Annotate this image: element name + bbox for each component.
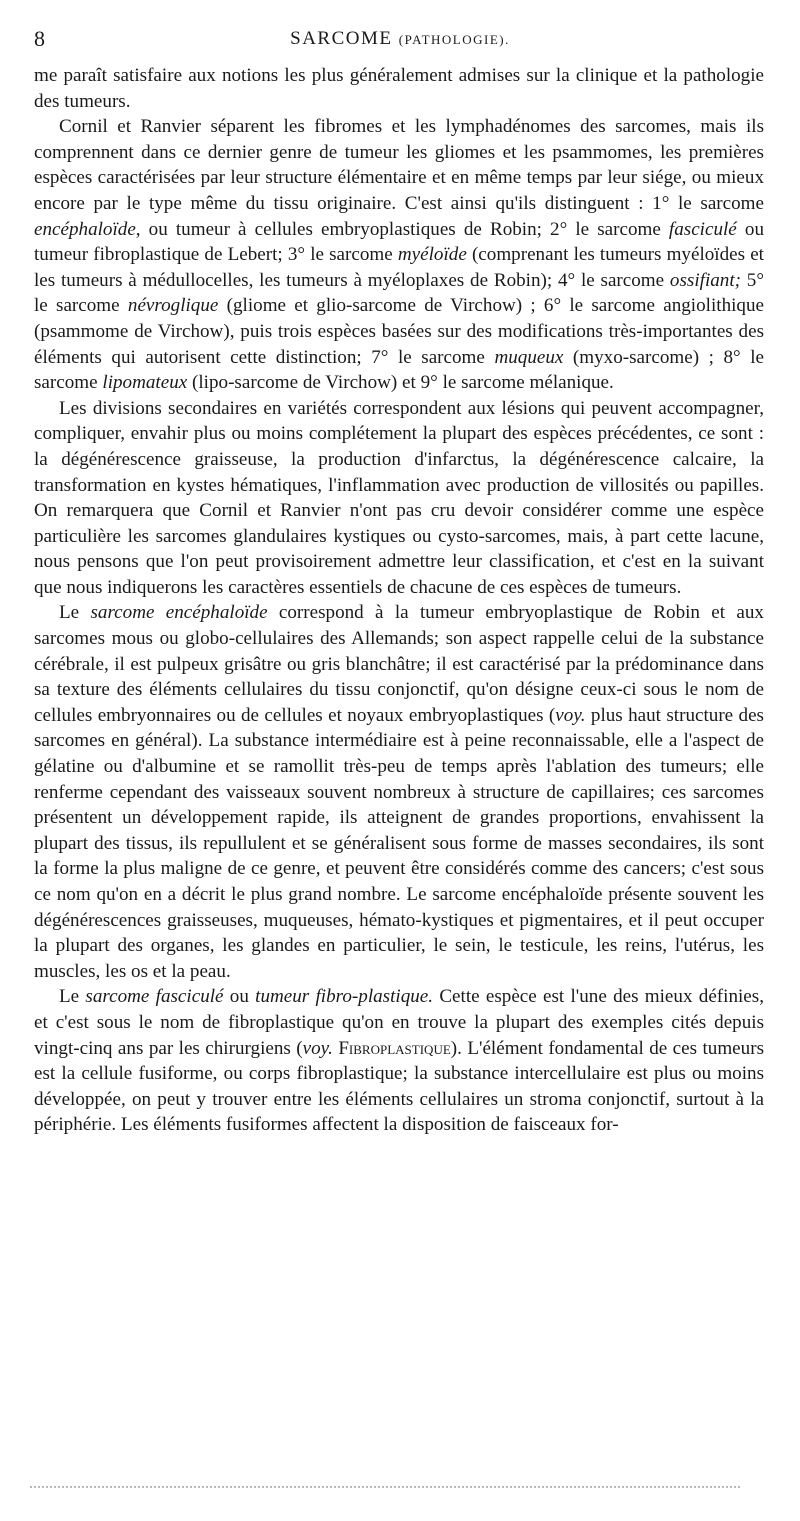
term-lipomateux: lipomateux: [102, 372, 188, 394]
body-text: [34, 63, 764, 1138]
text-run: ). L'élément fondamental de ces tumeurs est la cellule fusiforme, ou corps fibroplastique; la substance intercellulaire est plus ou moins développée, on peut y trouver entre les éléments cellulaires un stroma conjonctif, surtout à la périphérie. Les éléments fusiformes affectent la disposition de faisceaux for-: [34, 1037, 764, 1136]
text-run: , ou tumeur à cellules embryoplastiques de Robin; 2° le sarcome: [135, 218, 669, 240]
page-number: 8: [34, 26, 45, 51]
term-sarcome-encephaloide: sarcome encéphaloïde: [90, 602, 268, 624]
term-tumeur-fibro-plastique: tumeur fibro-plastique.: [255, 986, 434, 1008]
text-run: (gliome et glio-sarcome de Virchow) ; 6° le sarcome angiolithique (psammome de Virchow), puis trois espèces basées sur des modifications très-importantes des éléments qui autorisent cette distinction; 7° le sarcome: [34, 295, 764, 368]
text-run: Cornil et Ranvier séparent les fibromes et les lymphadénomes des sarcomes, mais ils comprennent dans ce dernier genre de tumeur les gliomes et les psammomes, les premières espèces caractérisées par leur structure élémentaire et en même temps par leur siége, ou mieux encore par le type même du tissu originaire. C'est ainsi qu'ils distinguent : 1° le sarcome: [34, 116, 764, 214]
term-voy: voy.: [302, 1037, 333, 1059]
text-run: ou: [223, 986, 256, 1008]
text-run: (lipo-sarcome de Virchow) et 9° le sarcome mélanique.: [187, 372, 614, 394]
term-nevroglique: névroglique: [127, 295, 219, 317]
scan-artifact-dots: [30, 1486, 740, 1492]
text-run: plus haut structure des sarcomes en général). La substance intermédiaire est à peine reconnaissable, elle a l'aspect de gélatine ou d'albumine et se ramollit très-peu de temps après l'ablation des tumeurs; elle renferme cependant des vaisseaux souvent nombreux à structure de capillaires; ces sarcomes présentent un développement rapide, ils atteignent de grandes proportions, envahissent la plupart des tissus, ils repullulent et se généralisent sous forme de masses secondaires, ils sont la forme la plus maligne de ce genre, et peuvent être considérés comme des cancers; c'est sous ce nom qu'on en a décrit le plus grand nombre. Le sarcome encéphaloïde présente souvent les dégénérescences graisseuses, muqueuses, hémato-kystiques et pigmentaires, et il peut occuper la plupart des organes, les glandes en particulier, le sein, le testicule, les reins, l'utérus, les muscles, les os et la peau.: [34, 704, 764, 982]
paragraph-sarcome-fascicule: [34, 984, 764, 1138]
running-title-subtitle: (PATHOLOGIE).: [398, 32, 510, 47]
text-run: (myxo-sarcome) ; 8° le sarcome: [34, 346, 764, 394]
term-voy: voy.: [555, 704, 586, 726]
term-sarcome-fascicule: sarcome fasciculé: [85, 986, 224, 1008]
term-encephaloide: encéphaloïde: [34, 218, 136, 240]
paragraph-classification: [34, 114, 764, 396]
term-muqueux: muqueux: [494, 346, 564, 368]
text-run: Le: [59, 986, 86, 1008]
text-run: 5° le sarcome: [34, 269, 764, 317]
page-header: [34, 26, 766, 58]
term-fascicule: fasciculé: [668, 218, 737, 240]
running-title: [34, 28, 766, 50]
term-ossifiant: ossifiant;: [669, 269, 742, 291]
paragraph-divisions: Les divisions secondaires en variétés correspondent aux lésions qui peuvent accompagner, compliquer, envahir plus ou moins complétement la plupart des espèces précédentes, ce sont : la dégénérescence graisseuse, la production d'infarctus, la dégénérescence calcaire, la transformation en kystes hématiques, l'inflammation avec production de villosités ou papilles. On remarquera que Cornil et Ranvier n'ont pas cru devoir considérer comme une espèce particulière les sarcomes glandulaires kystiques ou cysto-sarcomes, mais, à part cette lacune, nous pensons que l'on peut provisoirement admettre leur classification, et c'est en la suivant que nous indiquerons les caractères essentiels de chacune de ces espèces de tumeurs.: [34, 397, 764, 598]
paragraph-continuation: me paraît satisfaire aux notions les plus généralement admises sur la clinique et la pathologie des tumeurs.: [34, 65, 764, 112]
running-title-main: SARCOME: [290, 28, 393, 49]
text-run: Le: [59, 602, 91, 624]
paragraph-sarcome-encephaloide: [34, 600, 764, 984]
text-run: ou tumeur fibroplastique de Lebert; 3° le sarcome: [34, 218, 764, 266]
term-myeloide: myéloïde: [397, 244, 467, 266]
text-run: correspond à la tumeur embryoplastique de Robin et aux sarcomes mous ou globo-cellulaires des Allemands; son aspect rappelle celui de la substance cérébrale, il est pulpeux grisâtre ou gris blanchâtre; il est caractérisé par la prédominance dans sa texture des éléments cellulaires du tissu conjonctif, qu'on désigne ceux-ci sous le nom de cellules embryonnaires ou de cellules et noyaux embryoplastiques (: [34, 602, 764, 726]
text-run: Cette espèce est l'une des mieux définies, et c'est sous le nom de fibroplastique qu'on en trouve la plupart des exemples cités depuis vingt-cinq ans par les chirurgiens (: [34, 986, 764, 1059]
cross-reference-fibroplastique: Fibroplastique: [338, 1037, 451, 1059]
text-run: (comprenant les tumeurs myéloïdes et les tumeurs à médullocelles, les tumeurs à myéloplaxes de Robin); 4° le sarcome: [34, 244, 764, 291]
